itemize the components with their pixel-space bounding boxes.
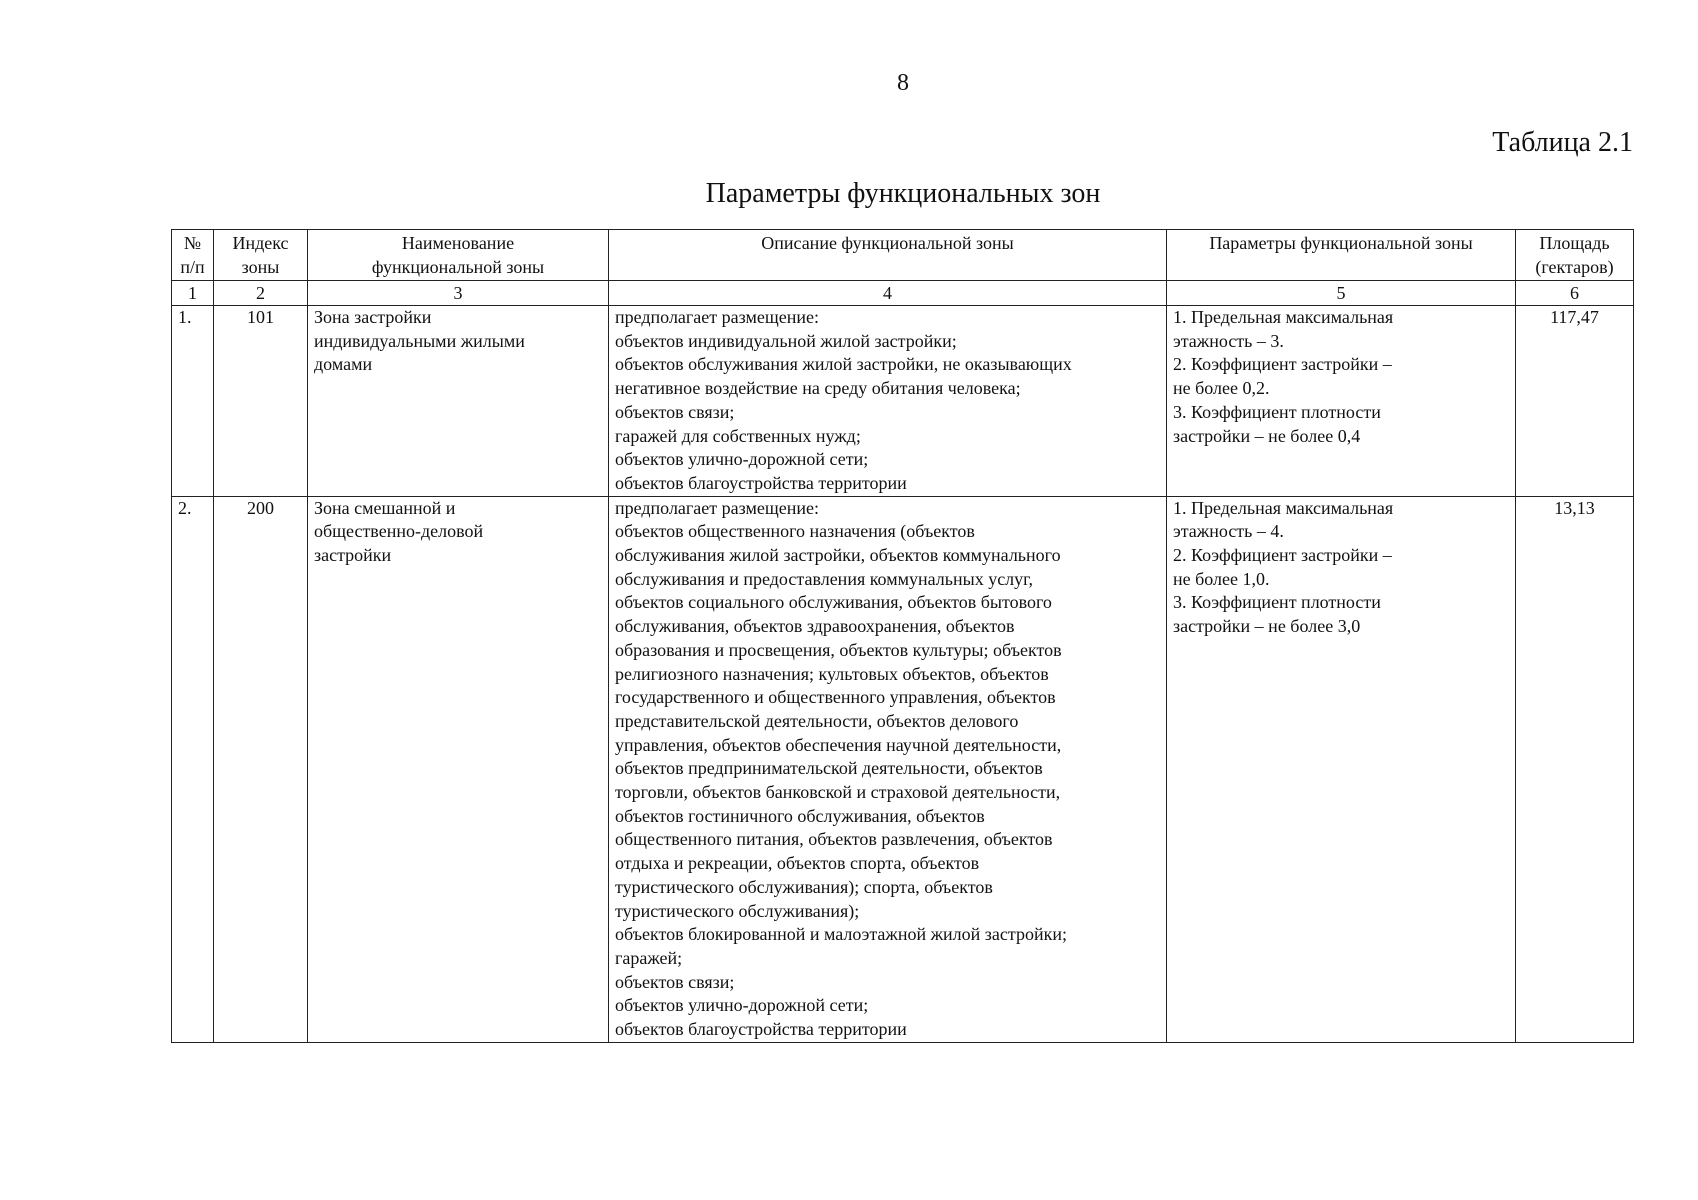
description-line: предполагает размещение: <box>615 307 819 327</box>
zone-name-line: общественно-деловой <box>314 521 484 542</box>
parameter-line: 1. Предельная максимальная <box>1173 307 1394 327</box>
zone-name-line: индивидуальными жилыми <box>314 330 525 351</box>
zone-name-line: домами <box>314 354 373 375</box>
zone-area: 117,47 <box>1516 306 1634 497</box>
description-line: гаражей; <box>615 947 683 968</box>
column-number-row <box>172 281 1634 306</box>
description-line: торговли, объектов банковской и страховой деятельности, <box>615 782 1061 803</box>
description-line: негативное воздействие на среду обитания человека; <box>615 378 1021 399</box>
zone-name <box>308 496 609 1042</box>
description-line: религиозного назначения; культовых объектов, объектов <box>615 663 1049 684</box>
description-line: предполагает размещение: <box>615 497 819 518</box>
parameter-line: 1. Предельная максимальная <box>1173 497 1394 518</box>
header-cell-description <box>609 230 1167 281</box>
header-text: Наименование <box>401 233 515 253</box>
header-text: Площадь <box>1539 233 1610 253</box>
parameter-line: не более 0,2. <box>1173 378 1270 399</box>
zone-area: 13,13 <box>1516 496 1634 1042</box>
description-line: объектов благоустройства территории <box>615 472 907 493</box>
zone-description <box>609 496 1167 1042</box>
page-number: 8 <box>897 70 909 96</box>
parameter-line: застройки – не более 0,4 <box>1173 425 1361 446</box>
description-line: объектов предпринимательской деятельности, объектов <box>615 758 1043 779</box>
table-label: Таблица 2.1 <box>1492 127 1633 158</box>
zone-index: 200 <box>214 496 308 1042</box>
parameter-line: 3. Коэффициент плотности <box>1173 401 1381 422</box>
column-number: 4 <box>609 281 1167 306</box>
description-line: объектов связи; <box>615 401 735 422</box>
header-text: № <box>183 233 202 253</box>
header-cell-area <box>1516 230 1634 281</box>
parameter-line: этажность – 4. <box>1173 521 1284 542</box>
table-row <box>172 496 1634 1042</box>
column-number: 2 <box>214 281 308 306</box>
parameter-line: 3. Коэффициент плотности <box>1173 592 1381 613</box>
description-line: объектов блокированной и малоэтажной жилой застройки; <box>615 924 1067 945</box>
description-line: объектов улично-дорожной сети; <box>615 995 869 1016</box>
description-line: управления, объектов обеспечения научной деятельности, <box>615 734 1062 755</box>
description-line: объектов обслуживания жилой застройки, не оказывающих <box>615 354 1072 375</box>
column-number: 6 <box>1516 281 1634 306</box>
description-line: объектов индивидуальной жилой застройки; <box>615 330 957 351</box>
description-line: туристического обслуживания); <box>615 900 860 921</box>
row-number: 2. <box>172 496 214 1042</box>
functional-zones-table <box>171 229 1634 1043</box>
table-title: Параметры функциональных зон <box>705 178 1101 209</box>
column-number: 1 <box>172 281 214 306</box>
parameter-line: не более 1,0. <box>1173 568 1270 589</box>
parameter-line: этажность – 3. <box>1173 330 1284 351</box>
description-line: общественного питания, объектов развлечения, объектов <box>615 829 1053 850</box>
header-text: Индекс <box>232 233 289 253</box>
zone-index: 101 <box>214 306 308 497</box>
zone-name-line: застройки <box>314 545 392 566</box>
description-line: объектов общественного назначения (объектов <box>615 521 975 542</box>
header-text: Описание функциональной зоны <box>761 233 1014 253</box>
description-line: объектов связи; <box>615 971 735 992</box>
header-cell-params <box>1167 230 1516 281</box>
description-line: образования и просвещения, объектов культуры; объектов <box>615 639 1062 660</box>
zone-parameters <box>1167 306 1516 497</box>
parameter-line: 2. Коэффициент застройки – <box>1173 545 1392 566</box>
row-number: 1. <box>172 306 214 497</box>
description-line: обслуживания жилой застройки, объектов коммунального <box>615 545 1061 566</box>
zone-description <box>609 306 1167 497</box>
header-text: (гектаров) <box>1535 257 1614 277</box>
description-line: объектов благоустройства территории <box>615 1019 907 1040</box>
column-number: 3 <box>308 281 609 306</box>
description-line: объектов улично-дорожной сети; <box>615 449 869 470</box>
header-text: зоны <box>241 257 280 277</box>
header-text: п/п <box>180 257 205 277</box>
description-line: обслуживания, объектов здравоохранения, объектов <box>615 616 1015 637</box>
description-line: объектов социального обслуживания, объектов бытового <box>615 592 1052 613</box>
header-row <box>172 230 1634 281</box>
zone-parameters <box>1167 496 1516 1042</box>
table-row <box>172 306 1634 497</box>
header-text: функциональной зоны <box>371 257 545 277</box>
description-line: обслуживания и предоставления коммунальных услуг, <box>615 568 1034 589</box>
description-line: туристического обслуживания); спорта, объектов <box>615 876 993 897</box>
column-number: 5 <box>1167 281 1516 306</box>
header-cell-name <box>308 230 609 281</box>
description-line: представительской деятельности, объектов делового <box>615 710 1019 731</box>
parameter-line: застройки – не более 3,0 <box>1173 616 1361 637</box>
zone-name-line: Зона смешанной и <box>314 497 456 518</box>
description-line: объектов гостиничного обслуживания, объектов <box>615 805 985 826</box>
description-line: государственного и общественного управления, объектов <box>615 687 1056 708</box>
description-line: отдыха и рекреации, объектов спорта, объектов <box>615 853 980 874</box>
header-text: Параметры функциональной зоны <box>1209 233 1473 253</box>
header-cell-num <box>172 230 214 281</box>
parameter-line: 2. Коэффициент застройки – <box>1173 354 1392 375</box>
zone-name-line: Зона застройки <box>314 307 432 327</box>
description-line: гаражей для собственных нужд; <box>615 425 861 446</box>
header-cell-index <box>214 230 308 281</box>
zone-name <box>308 306 609 497</box>
